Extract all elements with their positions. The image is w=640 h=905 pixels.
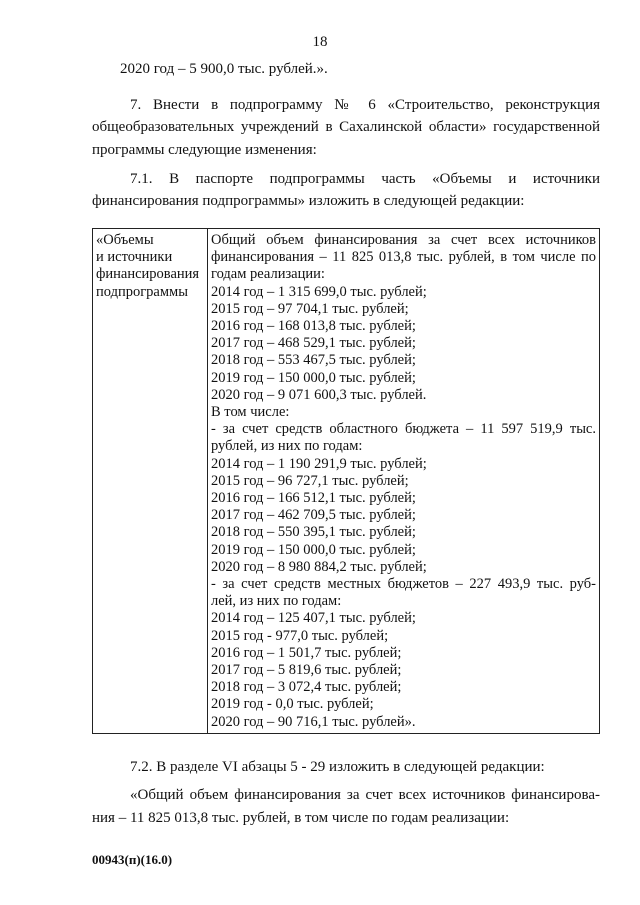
content-line: 2014 год – 125 407,1 тыс. рублей; xyxy=(211,610,416,627)
label-line: «Объемы xyxy=(96,232,154,248)
content-line: финансирования – 11 825 013,8 тыс. рублей, в том числе по xyxy=(211,249,596,266)
content-line: 2017 год – 468 529,1 тыс. рублей; xyxy=(211,335,416,352)
content-line: 2020 год – 90 716,1 тыс. рублей». xyxy=(211,713,416,730)
content-line: 2018 год – 3 072,4 тыс. рублей; xyxy=(211,679,402,696)
content-line: В том числе: xyxy=(211,404,290,421)
content-line: 2018 год – 553 467,5 тыс. рублей; xyxy=(211,352,416,369)
text-line: 7. Внести в подпрограмму № 6 «Строительство, реконструкция xyxy=(130,97,600,113)
content-line: 2019 год – 150 000,0 тыс. рублей; xyxy=(211,369,416,386)
content-line: лей, из них по годам: xyxy=(211,593,342,610)
content-line: Общий объем финансирования за счет всех источников xyxy=(211,232,596,248)
content-line: 2016 год – 168 013,8 тыс. рублей; xyxy=(211,318,416,335)
content-line: 2017 год – 5 819,6 тыс. рублей; xyxy=(211,662,402,679)
text-line: 2020 год – 5 900,0 тыс. рублей.». xyxy=(120,61,328,77)
content-cell xyxy=(208,229,600,734)
document-code: 00943(п)(16.0) xyxy=(92,852,173,867)
content-line: 2016 год – 166 512,1 тыс. рублей; xyxy=(211,490,416,507)
text-line: «Общий объем финансирования за счет всех источников финансирова- xyxy=(130,787,600,803)
content-line: 2015 год - 977,0 тыс. рублей; xyxy=(211,627,389,644)
passport-table xyxy=(92,228,600,734)
text-line: финансирования подпрограммы» изложить в следующей редакции: xyxy=(92,193,525,209)
text-line: 7.1. В паспорте подпрограммы часть «Объемы и источники xyxy=(130,171,600,187)
table-row xyxy=(93,229,600,734)
content-line: 2015 год – 96 727,1 тыс. рублей; xyxy=(211,472,409,489)
content-line: 2014 год – 1 315 699,0 тыс. рублей; xyxy=(211,283,427,300)
page-number: 18 xyxy=(312,34,328,50)
text-line: 7.2. В разделе VI абзацы 5 - 29 изложить в следующей редакции: xyxy=(130,759,545,775)
content-line: 2018 год – 550 395,1 тыс. рублей; xyxy=(211,524,416,541)
content-line: 2016 год – 1 501,7 тыс. рублей; xyxy=(211,644,402,661)
text-line: ния – 11 825 013,8 тыс. рублей, в том числе по годам реализации: xyxy=(92,810,510,826)
text-line: программы следующие изменения: xyxy=(92,142,317,158)
content-line: - за счет средств областного бюджета – 11 597 519,9 тыс. xyxy=(211,421,596,438)
label-line: финансирования xyxy=(96,266,200,283)
content-line: годам реализации: xyxy=(211,266,325,283)
label-line: и источники xyxy=(96,249,173,266)
content-line: 2014 год – 1 190 291,9 тыс. рублей; xyxy=(211,455,427,472)
content-line: 2020 год – 8 980 884,2 тыс. рублей; xyxy=(211,558,427,575)
content-line: 2019 год – 150 000,0 тыс. рублей; xyxy=(211,541,416,558)
label-line: подпрограммы xyxy=(96,283,188,300)
content-line: 2019 год - 0,0 тыс. рублей; xyxy=(211,696,374,713)
content-line: 2015 год – 97 704,1 тыс. рублей; xyxy=(211,300,409,317)
content-line: 2017 год – 462 709,5 тыс. рублей; xyxy=(211,507,416,524)
content-line: - за счет средств местных бюджетов – 227 493,9 тыс. руб- xyxy=(211,576,596,593)
content-line: 2020 год – 9 071 600,3 тыс. рублей. xyxy=(211,386,427,403)
label-cell xyxy=(93,229,208,734)
text-line: общеобразовательных учреждений в Сахалинской области» государственной xyxy=(92,119,600,135)
content-line: рублей, из них по годам: xyxy=(211,438,363,455)
